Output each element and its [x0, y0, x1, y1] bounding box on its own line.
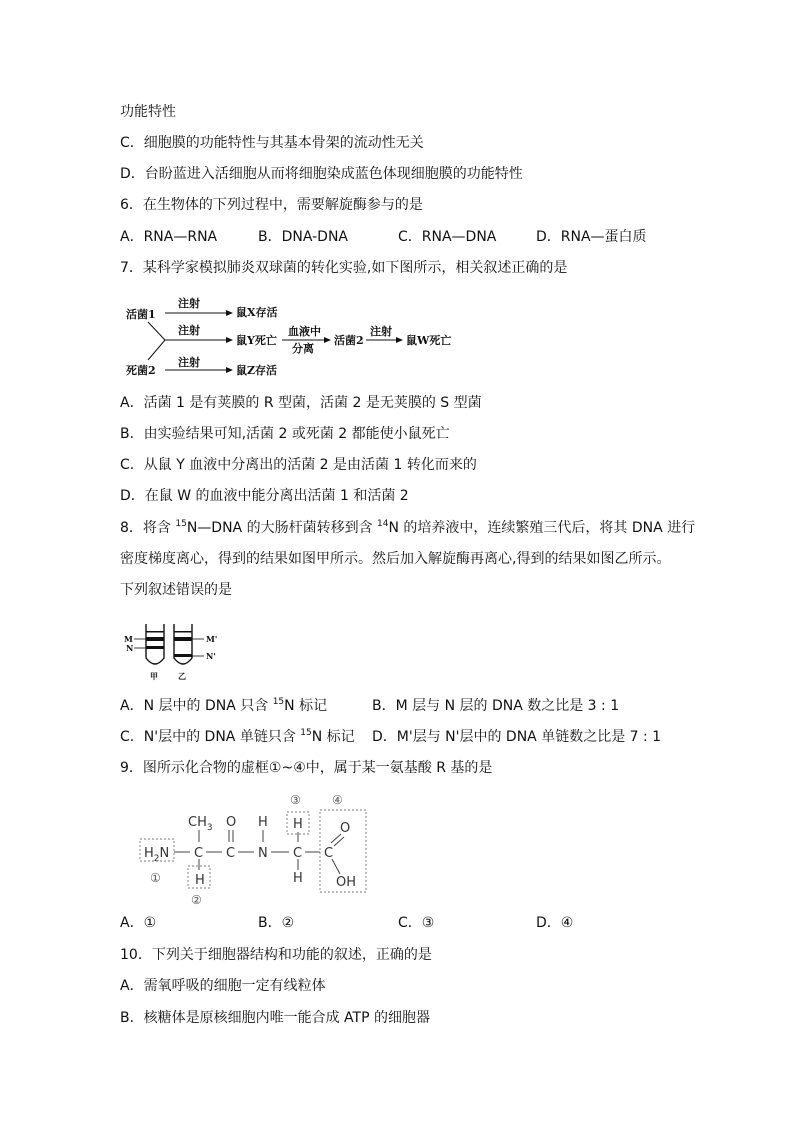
branch-line — [148, 322, 165, 340]
live-bacteria-1-label: 活菌1 — [126, 308, 156, 321]
separate-label: 分离 — [292, 342, 314, 355]
transformation-diagram — [120, 294, 460, 380]
tube-yi-label: 乙 — [178, 671, 186, 681]
dead-bacteria-2-label: 死菌2 — [126, 364, 156, 377]
tube-top-line — [146, 631, 164, 633]
q7-option-b: B．由实验结果可知,活菌 2 或死菌 2 都能使小鼠死亡 — [120, 426, 450, 442]
ch3-group: $CH_3$ — [188, 815, 213, 833]
oxygen-atom: O — [340, 821, 351, 836]
question-8-line-3: 下列叙述错误的是 — [120, 582, 232, 598]
q10-option-a: A．需氧呼吸的细胞一定有线粒体 — [120, 978, 326, 994]
live-bacteria-2-label: 活菌2 — [334, 334, 364, 347]
mouse-w-label: 鼠W死亡 — [406, 334, 452, 347]
question-8-line-1: 8．将含 $^{15}$N—DNA 的大肠杆菌转移到含 $^{14}$N 的培养液中，连续繁殖三代后，将其 DNA 进行 — [120, 519, 696, 536]
inject-label: 注射 — [178, 324, 200, 337]
q7-option-a: A．活菌 1 是有荚膜的 R 型菌，活菌 2 是无荚膜的 S 型菌 — [120, 395, 482, 411]
carbon-atom: C — [293, 846, 303, 861]
centrifuge-tubes-diagram — [122, 620, 232, 682]
hydroxyl-group: OH — [336, 875, 357, 890]
q6-option-a: A．RNA—RNA — [120, 229, 218, 245]
mouse-z-label: 鼠Z存活 — [236, 364, 278, 377]
inject-label: 注射 — [370, 325, 392, 338]
band-m — [146, 637, 164, 641]
band-n-prime-label: N' — [206, 651, 216, 661]
circled-number-1: ① — [150, 871, 161, 885]
mouse-y-label: 鼠Y死亡 — [236, 334, 277, 347]
q7-option-c: C．从鼠 Y 血液中分离出的活菌 2 是由活菌 1 转化而来的 — [120, 457, 477, 473]
q7-option-d: D．在鼠 W 的血液中能分离出活菌 1 和活菌 2 — [120, 488, 409, 504]
tube-yi — [174, 624, 192, 664]
nitrogen-atom: N — [258, 846, 268, 861]
carbon-atom: C — [194, 846, 204, 861]
band-m-label: M — [124, 634, 133, 644]
q8-option-b: B．M 层与 N 层的 DNA 数之比是 3 : 1 — [372, 698, 620, 714]
q6-option-d: D．RNA—蛋白质 — [536, 229, 647, 245]
tube-top-line — [174, 631, 192, 633]
inject-label: 注射 — [178, 297, 200, 310]
question-8-line-2: 密度梯度离心，得到的结果如图甲所示。然后加入解旋酶再离心,得到的结果如图乙所示。 — [120, 551, 671, 567]
q9-option-c: C．③ — [398, 915, 435, 931]
hydrogen-atom: H — [195, 873, 205, 888]
oxygen-atom: O — [226, 815, 237, 830]
question-7: 7．某科学家模拟肺炎双球菌的转化实验,如下图所示，相关叙述正确的是 — [120, 260, 568, 276]
bond — [332, 859, 340, 874]
q8-option-d: D．M'层与 N'层中的 DNA 单链数之比是 7 : 1 — [372, 729, 662, 745]
question-9: 9．图所示化合物的虚框①~④中，属于某一氨基酸 R 基的是 — [120, 760, 493, 776]
q8-option-a: A．N 层中的 DNA 只含 $^{15}$N 标记 — [120, 697, 328, 714]
circled-number-3: ③ — [290, 793, 301, 807]
hydrogen-atom: H — [258, 815, 268, 830]
q6-option-b: B．DNA-DNA — [258, 229, 349, 245]
text-line: 功能特性 — [120, 104, 176, 120]
carbon-atom: C — [226, 846, 236, 861]
band-m-prime — [174, 637, 192, 641]
carbon-atom: C — [324, 846, 334, 861]
dipeptide-structure-diagram — [136, 790, 376, 908]
option-d: D．台盼蓝进入活细胞从而将细胞染成蓝色体现细胞膜的功能特性 — [120, 166, 523, 182]
amino-group: $H_2N$ — [144, 846, 170, 864]
q9-option-b: B．② — [258, 915, 295, 931]
inject-label: 注射 — [178, 356, 200, 369]
branch-line — [148, 340, 165, 360]
band-n-label: N — [126, 643, 134, 653]
tube-jia — [146, 624, 164, 664]
q8-option-c: C．N'层中的 DNA 单链只含 $^{15}$N 标记 — [120, 728, 355, 745]
question-6: 6．在生物体的下列过程中，需要解旋酶参与的是 — [120, 197, 423, 213]
blood-label: 血液中 — [288, 325, 321, 338]
mouse-x-label: 鼠X存活 — [236, 306, 278, 319]
question-10: 10．下列关于细胞器结构和功能的叙述，正确的是 — [120, 947, 432, 963]
option-c: C．细胞膜的功能特性与其基本骨架的流动性无关 — [120, 135, 424, 151]
q9-option-d: D．④ — [536, 915, 574, 931]
hydrogen-atom: H — [293, 871, 303, 886]
circled-number-2: ② — [191, 893, 202, 907]
circled-number-4: ④ — [332, 793, 343, 807]
band-n — [146, 646, 164, 649]
band-m-prime-label: M' — [206, 634, 218, 644]
q9-option-a: A．① — [120, 915, 157, 931]
band-n-prime — [174, 654, 192, 657]
q10-option-b: B．核糖体是原核细胞内唯一能合成 ATP 的细胞器 — [120, 1010, 430, 1026]
hydrogen-atom: H — [293, 817, 303, 832]
q6-option-c: C．RNA—DNA — [398, 229, 497, 245]
tube-jia-label: 甲 — [150, 671, 158, 681]
